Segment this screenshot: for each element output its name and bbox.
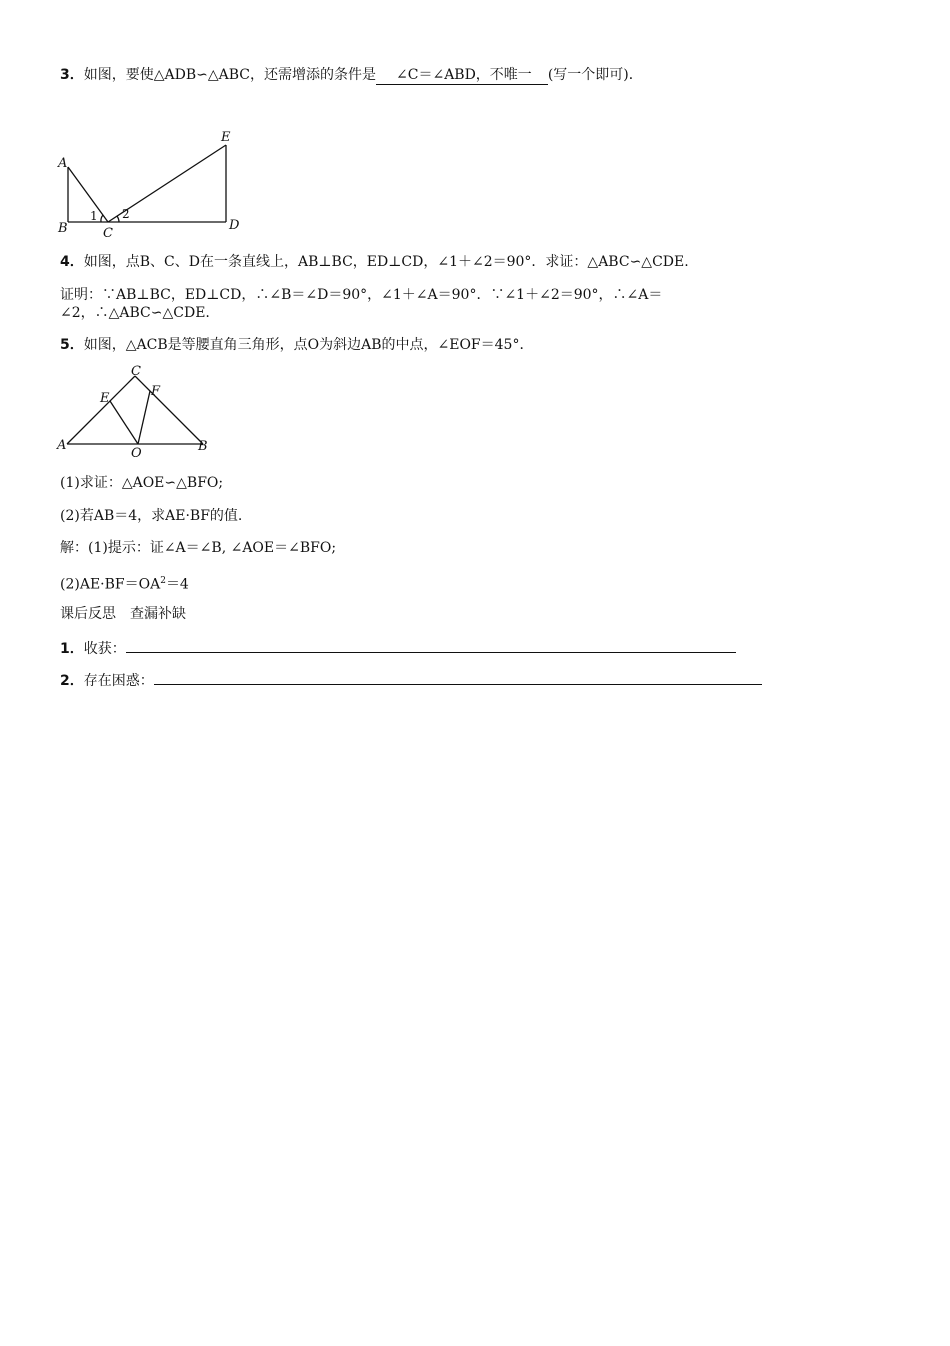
label-a: A — [57, 438, 67, 453]
label-o: O — [131, 446, 142, 461]
answer-text: ∠C＝∠ABD，不唯一 — [396, 67, 532, 83]
question-number: 5． — [60, 337, 84, 353]
segment-eo — [110, 401, 138, 444]
question-3 — [60, 66, 643, 85]
label-d: D — [229, 218, 240, 233]
label-angle-1: 1 — [90, 209, 98, 223]
reflection-item-2: 2．存在困惑： — [60, 670, 762, 690]
segment-ac — [68, 167, 108, 222]
segment-ac — [67, 376, 135, 444]
solution-line-1: 解：(1)提示：证∠A＝∠B, ∠AOE＝∠BFO; — [60, 540, 337, 556]
question-text: 如图，点B、C、D在一条直线上，AB⊥BC，ED⊥CD，∠1＋∠2＝90°．求证：△ABC∽△CDE. — [83, 254, 689, 270]
label-b: B — [58, 221, 68, 236]
proof-line-2: ∠2，∴△ABC∽△CDE. — [60, 305, 210, 321]
reflection-heading: 课后反思 查漏补缺 — [60, 606, 186, 622]
label-c: C — [103, 226, 113, 240]
question-5-part-2: (2)若AB＝4，求AE·BF的值. — [60, 508, 243, 524]
figure-right-triangles — [50, 125, 250, 240]
label-a: A — [58, 156, 68, 171]
question-5-part-1: (1)求证：△AOE∽△BFO; — [60, 475, 224, 491]
solution-line-2: $(2)AE\cdot BF=OA^2=4$ — [60, 576, 189, 593]
question-text: 如图，△ACB是等腰直角三角形，点O为斜边AB的中点，∠EOF＝45°． — [83, 337, 534, 353]
question-number: 4． — [60, 254, 84, 270]
gains-blank[interactable] — [126, 638, 736, 653]
reflection-item-1: 1．收获： — [60, 638, 736, 658]
label-c: C — [131, 364, 141, 379]
label-f: F — [151, 384, 161, 399]
question-number: 3． — [60, 67, 84, 83]
label-e: E — [100, 391, 110, 406]
figure-isosceles-right-triangle — [55, 362, 215, 462]
label-angle-2: 2 — [122, 207, 130, 221]
question-text-after: (写一个即可)． — [547, 67, 643, 83]
label-b: B — [198, 439, 208, 454]
answer-blank — [376, 66, 548, 85]
question-4 — [60, 253, 689, 271]
label-e: E — [221, 130, 231, 145]
question-text: 如图，要使△ADB∽△ABC，还需增添的条件是 — [83, 67, 377, 83]
confusion-blank[interactable] — [154, 670, 762, 685]
question-5 — [60, 336, 533, 354]
angle-2-arc — [117, 216, 119, 222]
angle-1-arc — [101, 215, 103, 222]
segment-fo — [138, 391, 150, 444]
proof-line-1: 证明：∵AB⊥BC，ED⊥CD，∴∠B＝∠D＝90°，∠1＋∠A＝90°．∵∠1＋∠2＝90°，∴∠A＝ — [60, 287, 663, 303]
